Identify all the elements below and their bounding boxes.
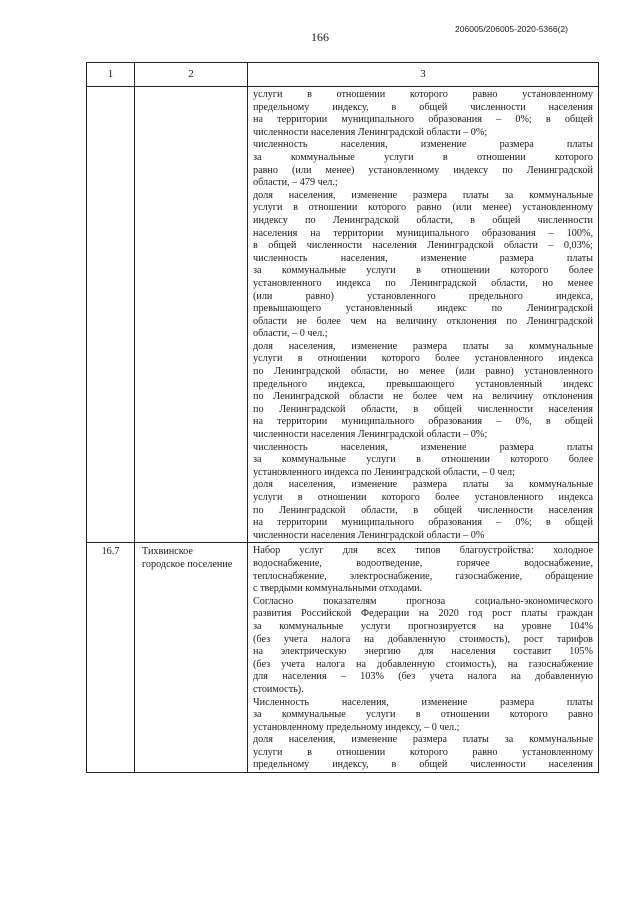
text-line: численность населения, изменение размера платы <box>253 441 593 453</box>
text-line: области, – 0 чел.; <box>253 328 328 340</box>
text-line: услуги в отношении которого равно (или менее) установленному <box>253 202 593 214</box>
settlement-name-line: Тихвинское <box>142 546 193 558</box>
text-line: развития Российской Федерации на 2020 год рост платы граждан <box>253 608 593 620</box>
text-line: индексу по Ленинградской области, в общей численности <box>253 214 593 226</box>
text-line: по Ленинградской области, в общей численности населения <box>253 403 593 415</box>
text-line: доля населения, изменение размера платы за коммунальные <box>253 479 593 491</box>
text-line: населения на территории муниципального образования – 100%, <box>253 227 593 239</box>
text-line: доля населения, изменение размера платы за коммунальные <box>253 734 593 746</box>
text-line: области, – 479 чел.; <box>253 177 338 189</box>
text-line: (без учета налога на добавленную стоимость), на газоснабжение <box>253 658 593 670</box>
text-line: области не более чем на величину отклонения по Ленинградской <box>253 315 593 327</box>
text-line: водоснабжение, водоотведение, горячее водоснабжение, <box>253 557 593 569</box>
text-line: за коммунальные услуги в отношении которого более <box>253 454 593 466</box>
description-cell <box>248 87 599 543</box>
text-line: численность населения, изменение размера платы <box>253 139 593 151</box>
text-line: установленному предельному индексу, – 0 чел.; <box>253 721 460 733</box>
text-line: теплоснабжение, электроснабжение, газоснабжение, обращение <box>253 570 593 582</box>
text-line: по Ленинградской области не более чем на величину отклонения <box>253 391 593 403</box>
description-text <box>253 545 593 772</box>
settlement-name-cell <box>135 87 248 543</box>
text-line: численность населения, изменение размера платы <box>253 252 593 264</box>
text-line: доля населения, изменение размера платы за коммунальные <box>253 340 593 352</box>
text-line: численности населения Ленинградской области – 0%; <box>253 429 488 441</box>
text-line: предельного индекса, превышающего установленный индекс <box>253 378 593 390</box>
text-line: услуги в отношении которого равно установленному <box>253 89 593 100</box>
text-line: Набор услуг для всех типов благоустройства: холодное <box>253 545 593 557</box>
column-header-1: 1 <box>87 63 135 87</box>
text-line: установленного индекса по Ленинградской области, но менее <box>253 277 593 289</box>
text-line: с твердыми коммунальными отходами. <box>253 583 423 595</box>
table-header-row <box>87 63 599 87</box>
settlement-name-cell <box>135 543 248 773</box>
text-line: услуги в отношении которого равно установленному <box>253 746 593 758</box>
text-line: по Ленинградской области, в общей численности населения <box>253 504 593 516</box>
text-line: предельному индексу, в общей численности населения <box>253 759 593 771</box>
text-line: установленного индекса по Ленинградской области, – 0 чел; <box>253 466 515 478</box>
text-line: Согласно показателям прогноза социально-экономического <box>253 595 593 607</box>
text-line: равно (или менее) установленному индексу по Ленинградской <box>253 164 593 176</box>
text-line: численности населения Ленинградской области – 0%; <box>253 126 488 138</box>
text-line: (или равно) установленного предельного индекса, <box>253 290 593 302</box>
page-number: 166 <box>311 30 329 44</box>
content-table <box>86 62 599 773</box>
text-line: за коммунальные услуги в отношении которого более <box>253 265 593 277</box>
text-line: за коммунальные услуги в отношении которого <box>253 151 593 163</box>
text-line: за коммунальные услуги прогнозируется на уровне 104% <box>253 620 593 632</box>
text-line: стоимость). <box>253 683 304 695</box>
text-line: (без учета налога на добавленную стоимость), рост тарифов <box>253 633 593 645</box>
column-header-3: 3 <box>248 63 599 87</box>
text-line: за коммунальные услуги в отношении которого равно <box>253 709 593 721</box>
text-line: превышающего установленный индекс по Ленинградской <box>253 303 593 315</box>
text-line: численности населения Ленинградской области – 0% <box>253 529 485 541</box>
text-line: Численность населения, изменение размера платы <box>253 696 593 708</box>
settlement-name-line: городское поселение <box>142 558 233 570</box>
table-row <box>87 543 599 773</box>
text-line: предельному индексу, в общей численности населения <box>253 101 593 113</box>
document-code: 206005/206005-2020-5366(2) <box>455 24 568 34</box>
text-line: на территории муниципального образования – 0%; в общей <box>253 517 593 529</box>
text-line: на территории муниципального образования – 0%, в общей <box>253 416 593 428</box>
column-header-2: 2 <box>135 63 248 87</box>
row-number-cell: 16.7 <box>87 543 135 773</box>
text-line: услуги в отношении которого более установленного индекса <box>253 492 593 503</box>
text-line: услуги в отношении которого более установленного индекса <box>253 353 593 365</box>
table-row <box>87 87 599 543</box>
row-number-cell <box>87 87 135 543</box>
description-text <box>253 89 593 542</box>
text-line: по Ленинградской области, но менее (или равно) установленного <box>253 366 593 378</box>
text-line: в общей численности населения Ленинградской области – 0,03%; <box>253 240 593 252</box>
text-line: на территории муниципального образования – 0%; в общей <box>253 114 593 126</box>
text-line: на электрическую энергию для населения составит 105% <box>253 646 593 658</box>
description-cell <box>248 543 599 773</box>
text-line: доля населения, изменение размера платы за коммунальные <box>253 189 593 201</box>
text-line: для населения – 103% (без учета налога на добавленную <box>253 671 593 683</box>
